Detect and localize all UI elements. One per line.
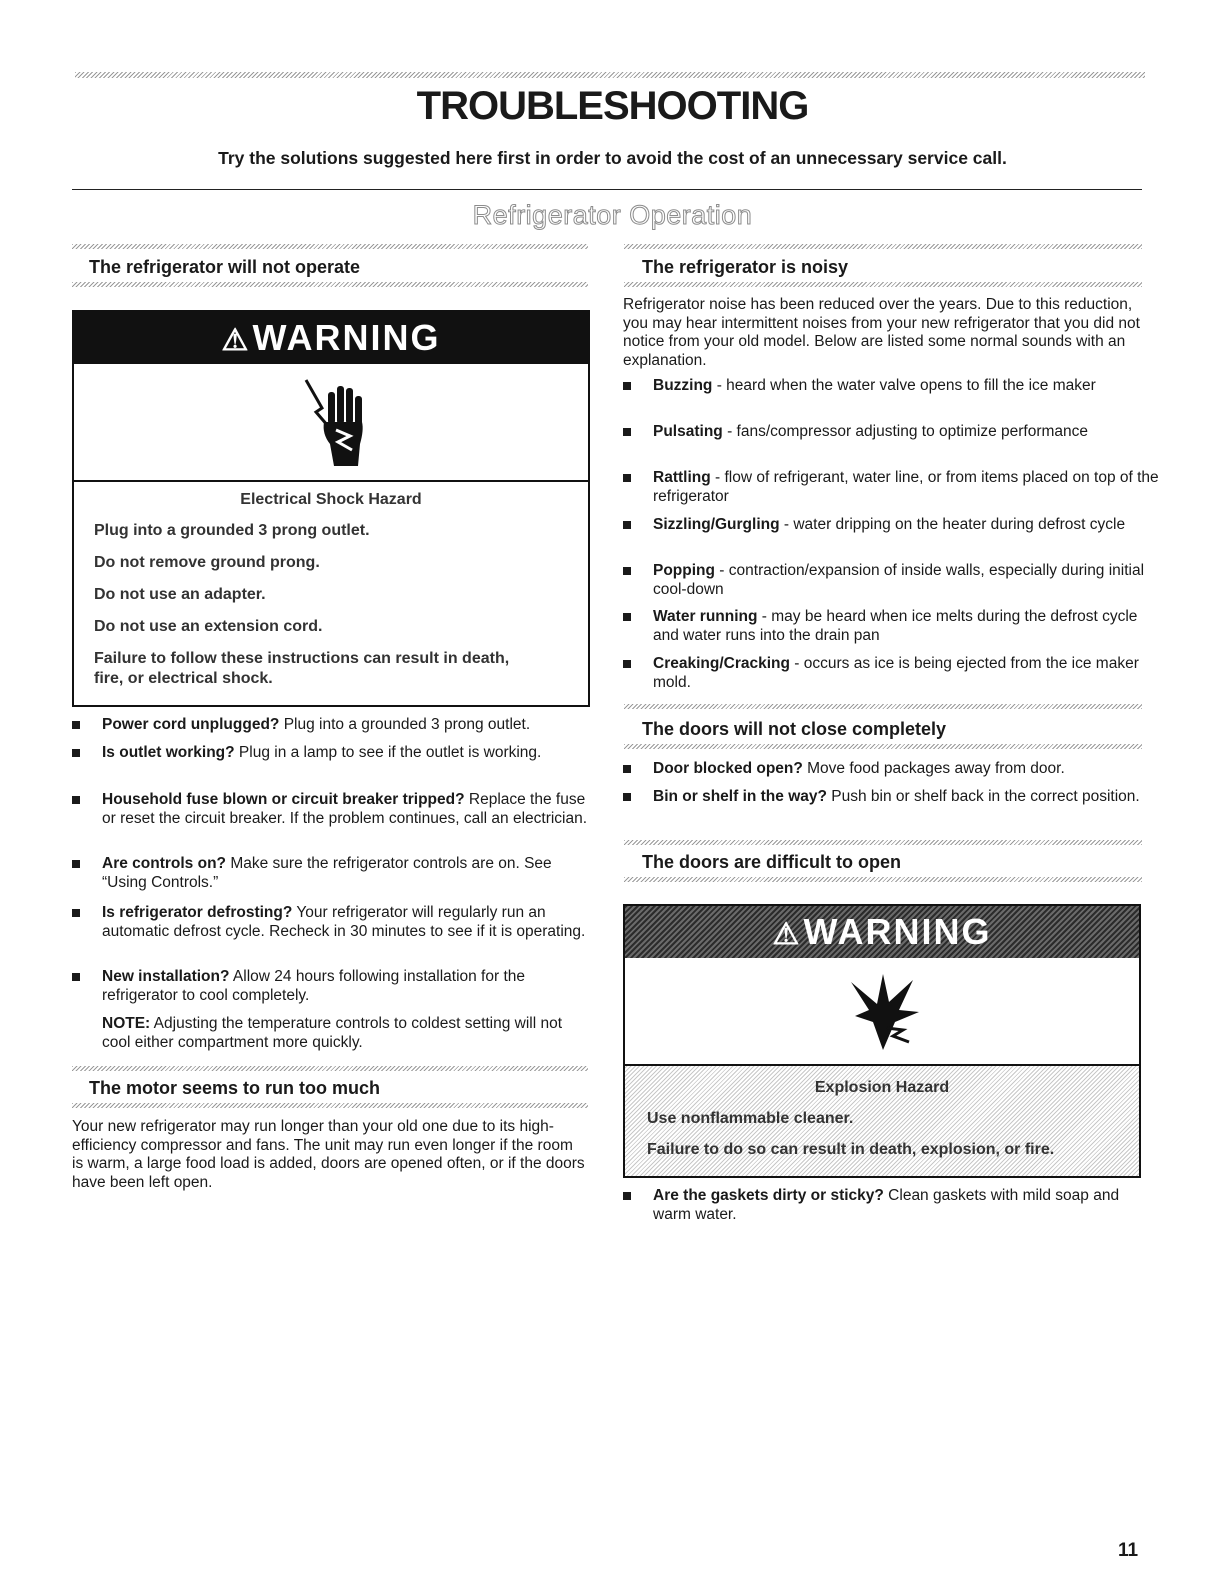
page-title: TROUBLESHOOTING [416,84,809,128]
hatch-divider [72,1103,588,1108]
bullet-icon [623,793,631,801]
warning-line: Use nonflammable cleaner. [647,1110,854,1127]
bullet-icon [623,428,631,436]
bullet-icon [72,749,80,757]
list-item: Popping - contraction/expansion of inside walls, especially during initial cool-down [623,562,1153,599]
bullet-icon [72,796,80,804]
list-item: Are the gaskets dirty or sticky? Clean gaskets with mild soap and warm water. [623,1187,1153,1224]
bullet-icon [72,973,80,981]
warning-label: WARNING [252,317,441,358]
warning-separator [625,1064,1139,1066]
heading-not-operate: The refrigerator will not operate [89,257,361,277]
heading-doors-open: The doors are difficult to open [642,852,902,872]
hatch-divider [624,744,1142,749]
warning-banner [625,906,1139,958]
header-divider [72,189,1142,190]
list-item: Bin or shelf in the way? Push bin or shelf back in the correct position. [623,788,1163,807]
heading-motor: The motor seems to run too much [89,1078,381,1098]
list-item: Pulsating - fans/compressor adjusting to optimize performance [623,423,1093,442]
warning-line: Plug into a grounded 3 prong outlet. [94,522,370,539]
hatch-divider [624,877,1142,882]
hazard-title: Explosion Hazard [814,1079,950,1096]
list-item: Water running - may be heard when ice melts during the defrost cycle and water runs into the drain pan [623,608,1143,645]
electrical-warning-box [72,310,590,707]
bullet-icon [72,721,80,729]
list-item: Door blocked open? Move food packages away from door. [623,760,1163,779]
hatch-divider [624,840,1142,845]
warning-triangle-icon: ⚠ [772,918,802,951]
bullet-icon [623,567,631,575]
warning-consequence: fire, or electrical shock. [94,670,273,687]
bullet-icon [623,382,631,390]
note-label: NOTE: [102,1015,151,1032]
bullet-icon [623,613,631,621]
hatch-divider [72,1066,588,1071]
warning-consequence: Failure to do so can result in death, explosion, or fire. [647,1141,1055,1158]
hazard-title: Electrical Shock Hazard [240,491,422,508]
list-item: Is outlet working? Plug in a lamp to see if the outlet is working. [72,744,572,763]
explosion-warning-box [623,904,1141,1178]
top-border [75,72,1145,78]
hatch-divider [72,244,588,249]
list-item: Rattling - flow of refrigerant, water line, or from items placed on top of the refrigerator [623,469,1167,506]
hatch-divider [624,282,1142,287]
list-item: Household fuse blown or circuit breaker tripped? Replace the fuse or reset the circuit breaker. If the problem continues, call an electrician. [72,791,588,828]
bullet-icon [623,765,631,773]
heading-doors-close: The doors will not close completely [642,719,947,739]
page-subtitle: Try the solutions suggested here first in order to avoid the cost of an unnecessary service call. [218,148,1007,168]
explosion-icon [843,972,923,1054]
motor-text: Your new refrigerator may run longer than your old one due to its high-efficiency compressor and fans. The unit may run even longer if the room is warm, a large food load is added, doors are opened often, or if the doors have been left open. [72,1118,585,1191]
section-title: Refrigerator Operation [472,200,753,230]
hatch-divider [624,704,1142,709]
warning-banner [74,312,588,364]
hatch-divider [624,244,1142,249]
bullet-icon [623,474,631,482]
warning-separator [74,480,588,482]
page-number: 11 [1118,1540,1139,1561]
warning-line: Do not remove ground prong. [94,554,320,571]
heading-noisy: The refrigerator is noisy [642,257,849,277]
bullet-icon [623,521,631,529]
bullet-icon [623,1192,631,1200]
list-item: Power cord unplugged? Plug into a grounded 3 prong outlet. [72,716,622,735]
warning-consequence: Failure to follow these instructions can result in death, [94,650,510,667]
list-item: Creaking/Cracking - occurs as ice is being ejected from the ice maker mold. [623,655,1163,692]
note: NOTE: Adjusting the temperature controls to coldest setting will not cool either compartment more quickly. [102,1015,563,1051]
bullet-icon [623,660,631,668]
list-item: Is refrigerator defrosting? Your refrigerator will regularly run an automatic defrost cycle. Recheck in 30 minutes to see if it is operating. [72,904,588,941]
warning-label: WARNING [803,911,992,952]
list-item: Buzzing - heard when the water valve opens to fill the ice maker [623,377,1153,396]
electrical-shock-icon [300,374,370,474]
noisy-intro: Refrigerator noise has been reduced over the years. Due to this reduction, you may hear intermittent noises from your new refrigerator that you did not notice from your old model. Below are listed some normal sounds with an explanation. [623,296,1140,369]
hatch-divider [72,282,588,287]
list-item: Are controls on? Make sure the refrigerator controls are on. See “Using Controls.” [72,855,592,892]
list-item: Sizzling/Gurgling - water dripping on the heater during defrost cycle [623,516,1133,535]
warning-triangle-icon: ⚠ [221,324,251,357]
bullet-icon [72,860,80,868]
bullet-icon [72,909,80,917]
warning-line: Do not use an adapter. [94,586,266,603]
list-item: New installation? Allow 24 hours following installation for the refrigerator to cool completely. [72,968,592,1005]
warning-line: Do not use an extension cord. [94,618,323,635]
